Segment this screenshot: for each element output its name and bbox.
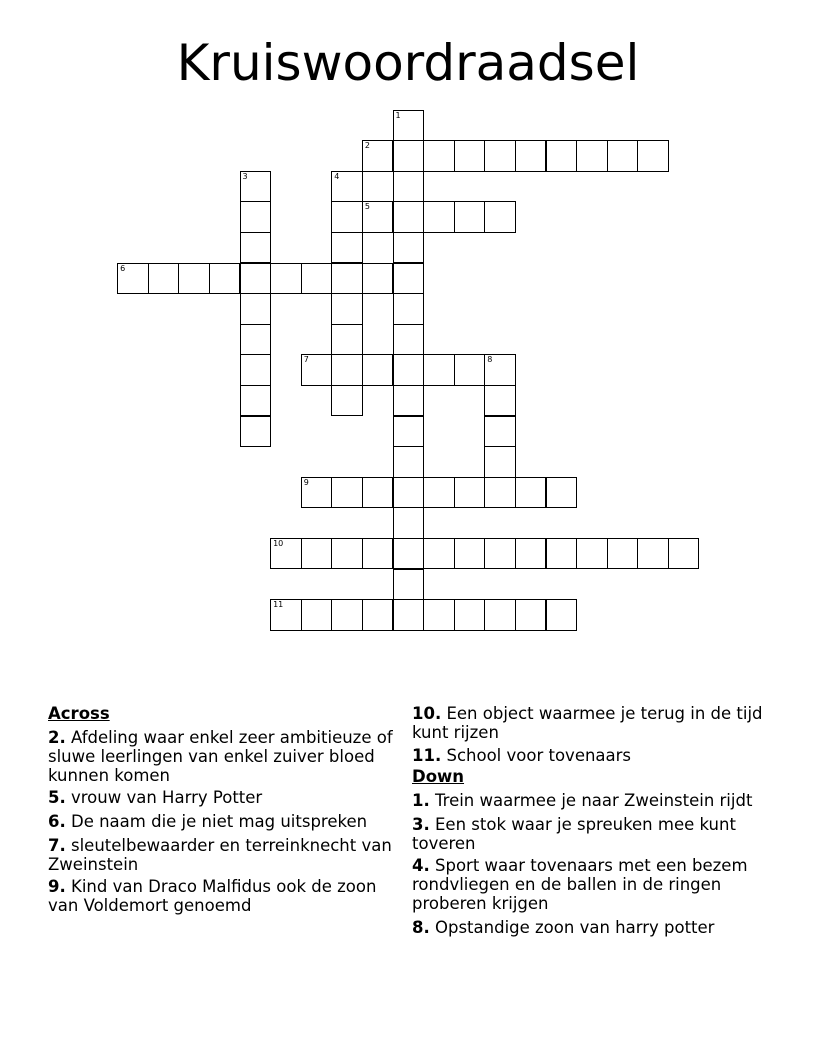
grid-cell[interactable] (576, 538, 608, 570)
grid-cell[interactable] (454, 538, 486, 570)
grid-cell[interactable] (331, 232, 363, 264)
grid-cell[interactable] (362, 477, 394, 509)
grid-cell[interactable] (607, 140, 639, 172)
grid-cell[interactable] (484, 599, 516, 631)
grid-cell[interactable] (301, 538, 333, 570)
grid-cell[interactable] (240, 385, 272, 417)
grid-cell[interactable] (484, 201, 516, 233)
clue-number: 1. (412, 791, 430, 810)
grid-cell[interactable] (240, 324, 272, 356)
across-clue-10 (412, 704, 770, 742)
clue-text: Kind van Draco Malfidus ook de zoon van Voldemort genoemd (48, 877, 377, 915)
grid-cell[interactable] (362, 263, 394, 295)
grid-cell[interactable] (607, 538, 639, 570)
grid-cell[interactable] (668, 538, 700, 570)
grid-cell[interactable] (331, 354, 363, 386)
grid-cell[interactable] (240, 263, 272, 295)
clues-left-column (48, 704, 393, 915)
grid-cell[interactable] (240, 171, 272, 203)
grid-cell[interactable] (637, 538, 669, 570)
grid-cell[interactable] (484, 140, 516, 172)
clue-number: 10. (412, 704, 442, 723)
grid-cell[interactable] (393, 416, 425, 448)
clue-text: Opstandige zoon van harry potter (435, 918, 715, 937)
grid-cell[interactable] (515, 599, 547, 631)
grid-cell[interactable] (423, 538, 455, 570)
grid-cell[interactable] (362, 140, 394, 172)
grid-cell[interactable] (393, 385, 425, 417)
grid-cell[interactable] (117, 263, 149, 295)
grid-cell[interactable] (484, 354, 516, 386)
grid-cell[interactable] (484, 538, 516, 570)
down-clue-4 (412, 856, 770, 913)
grid-cell[interactable] (454, 354, 486, 386)
across-heading: Across (48, 704, 110, 723)
grid-cell[interactable] (454, 599, 486, 631)
clue-text: Een stok waar je spreuken mee kunt toveren (412, 815, 736, 853)
cell-number: 4 (334, 171, 340, 181)
grid-cell[interactable] (515, 477, 547, 509)
grid-cell[interactable] (423, 201, 455, 233)
across-clue-2 (48, 728, 393, 785)
cell-number: 5 (364, 202, 370, 212)
grid-cell[interactable] (393, 171, 425, 203)
clue-text: De naam die je niet mag uitspreken (71, 812, 368, 831)
grid-cell[interactable] (393, 599, 425, 631)
grid-cell[interactable] (546, 140, 578, 172)
clue-number: 3. (412, 815, 430, 834)
grid-cell[interactable] (484, 446, 516, 478)
grid-cell[interactable] (240, 416, 272, 448)
grid-cell[interactable] (362, 599, 394, 631)
grid-cell[interactable] (393, 324, 425, 356)
grid-cell[interactable] (393, 201, 425, 233)
across-clue-5 (48, 788, 393, 807)
grid-cell[interactable] (331, 599, 363, 631)
grid-cell[interactable] (423, 477, 455, 509)
grid-cell[interactable] (454, 201, 486, 233)
grid-cell[interactable] (546, 599, 578, 631)
grid-cell[interactable] (362, 354, 394, 386)
grid-cell[interactable] (423, 354, 455, 386)
down-clue-8 (412, 918, 770, 937)
grid-cell[interactable] (454, 140, 486, 172)
across-clue-11 (412, 746, 770, 765)
grid-cell[interactable] (393, 446, 425, 478)
grid-cell[interactable] (301, 354, 333, 386)
grid-cell[interactable] (331, 477, 363, 509)
page-title: Kruiswoordraadsel (176, 34, 640, 92)
grid-cell[interactable] (423, 599, 455, 631)
clue-number: 8. (412, 918, 430, 937)
cell-number: 3 (242, 171, 248, 181)
grid-cell[interactable] (576, 140, 608, 172)
clue-number: 4. (412, 856, 430, 875)
clue-text: Trein waarmee je naar Zweinstein rijdt (435, 791, 753, 810)
clue-number: 6. (48, 812, 66, 831)
grid-cell[interactable] (270, 599, 302, 631)
grid-cell[interactable] (240, 354, 272, 386)
grid-cell[interactable] (331, 385, 363, 417)
across-clue-7 (48, 836, 393, 874)
grid-cell[interactable] (362, 201, 394, 233)
grid-cell[interactable] (515, 140, 547, 172)
down-clue-3 (412, 815, 770, 853)
clue-number: 11. (412, 746, 442, 765)
grid-cell[interactable] (393, 110, 425, 142)
clue-text: Afdeling waar enkel zeer ambitieuze of sluwe leerlingen van enkel zuiver bloed kunnen komen (48, 728, 393, 785)
clue-text: Een object waarmee je terug in de tijd kunt rijzen (412, 704, 763, 742)
grid-cell[interactable] (331, 538, 363, 570)
grid-cell[interactable] (393, 293, 425, 325)
grid-cell[interactable] (393, 507, 425, 539)
grid-cell[interactable] (301, 599, 333, 631)
clue-number: 9. (48, 877, 66, 896)
grid-cell[interactable] (393, 140, 425, 172)
cell-number: 1 (395, 110, 401, 120)
grid-cell[interactable] (484, 416, 516, 448)
grid-cell[interactable] (148, 263, 180, 295)
grid-cell[interactable] (423, 140, 455, 172)
grid-cell[interactable] (209, 263, 241, 295)
grid-cell[interactable] (331, 201, 363, 233)
clue-text: vrouw van Harry Potter (71, 788, 263, 807)
down-clue-1 (412, 791, 770, 810)
across-clue-9 (48, 877, 393, 915)
grid-cell[interactable] (240, 232, 272, 264)
grid-cell[interactable] (393, 538, 425, 570)
grid-cell[interactable] (270, 263, 302, 295)
down-heading: Down (412, 767, 465, 786)
cell-number: 8 (487, 355, 493, 365)
grid-cell[interactable] (454, 477, 486, 509)
grid-cell[interactable] (393, 477, 425, 509)
grid-cell[interactable] (637, 140, 669, 172)
clue-text: Sport waar tovenaars met een bezem rondvliegen en de ballen in de ringen proberen krijgen (412, 856, 748, 913)
across-clue-6 (48, 812, 393, 831)
grid-cell[interactable] (546, 477, 578, 509)
grid-cell[interactable] (484, 385, 516, 417)
grid-cell[interactable] (484, 477, 516, 509)
grid-cell[interactable] (240, 293, 272, 325)
grid-cell[interactable] (270, 538, 302, 570)
grid-cell[interactable] (515, 538, 547, 570)
grid-cell[interactable] (546, 538, 578, 570)
clue-text: School voor tovenaars (446, 746, 632, 765)
grid-cell[interactable] (393, 354, 425, 386)
cell-number: 10 (273, 538, 284, 548)
clue-text: sleutelbewaarder en terreinknecht van Zweinstein (48, 836, 392, 874)
grid-cell[interactable] (178, 263, 210, 295)
grid-cell[interactable] (301, 477, 333, 509)
cell-number: 2 (364, 141, 370, 151)
grid-cell[interactable] (362, 538, 394, 570)
cell-number: 9 (303, 477, 309, 487)
grid-cell[interactable] (393, 263, 425, 295)
grid-cell[interactable] (393, 232, 425, 264)
grid-cell[interactable] (331, 293, 363, 325)
clue-number: 7. (48, 836, 66, 855)
grid-cell[interactable] (331, 263, 363, 295)
grid-cell[interactable] (393, 569, 425, 601)
clues-right-column (412, 704, 770, 937)
clue-number: 2. (48, 728, 66, 747)
grid-cell[interactable] (331, 324, 363, 356)
grid-cell[interactable] (331, 171, 363, 203)
grid-cell[interactable] (240, 201, 272, 233)
cell-number: 6 (120, 263, 126, 273)
cell-number: 7 (303, 355, 309, 365)
cell-number: 11 (273, 600, 284, 610)
grid-cell[interactable] (301, 263, 333, 295)
clue-number: 5. (48, 788, 66, 807)
